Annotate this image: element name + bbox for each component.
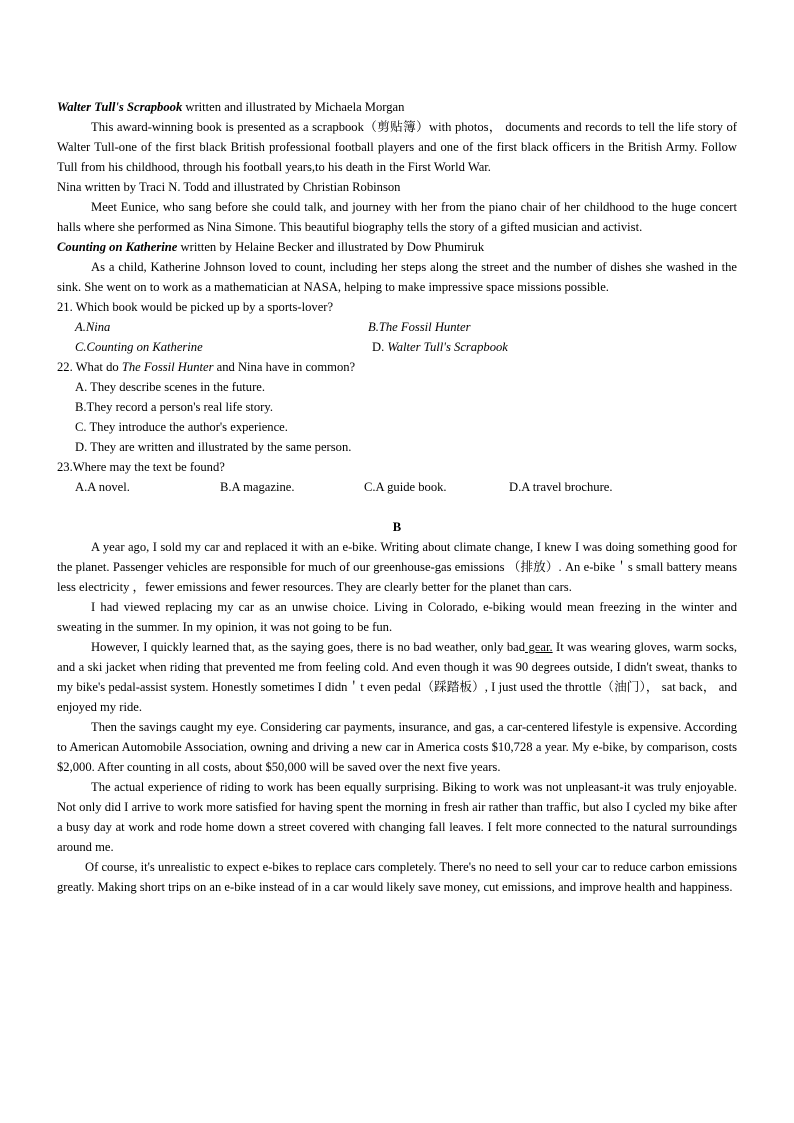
q22-stem (57, 357, 737, 377)
q22-stem-title: The Fossil Hunter (121, 360, 214, 374)
q21-options-row2 (57, 337, 737, 357)
q21-options-row1 (57, 317, 737, 337)
passage-b-paragraph-2: I had viewed replacing my car as an unwise choice. Living in Colorado, e-biking would mean freezing in the winter and sweating in the summer. In my opinion, it was not going to be fun. (57, 600, 737, 634)
q23-option-a: A.A novel. (75, 480, 130, 494)
q22-option-d: D. They are written and illustrated by the same person. (75, 440, 352, 454)
passage-b-paragraph-3 (57, 637, 737, 717)
passage-b-paragraph-4: Then the savings caught my eye. Considering car payments, insurance, and gas, a car-centered lifestyle is expensive. According to American Automobile Association, owning and driving a new car in America costs $10,728 a year. My e-bike, by comparison, costs $2,000. After counting in all costs, about $50,000 will be saved over the next five years. (57, 720, 737, 774)
underlined-word-gear: gear. (525, 640, 553, 654)
q23-stem: 23.Where may the text be found? (57, 460, 225, 474)
q21-option-a: A.Nina (75, 320, 111, 334)
q22-option-c: C. They introduce the author's experience. (75, 420, 288, 434)
book3-title: Counting on Katherine (57, 240, 178, 254)
q23-options (57, 477, 737, 497)
book1-heading (57, 97, 737, 117)
q21-option-d (372, 337, 508, 357)
document-page (57, 97, 737, 897)
q23-option-c: C.A guide book. (364, 480, 447, 494)
book1-description: This award-winning book is presented as a scrapbook（剪贴簿）with photos， documents and records to tell the life story of Walter Tull-one of the first black British professional football players and one of the first black officers in the British Army. Follow Tull from his childhood, through his football years,to his death in the First World War. (57, 120, 737, 174)
q23-option-d: D.A travel brochure. (509, 480, 613, 494)
book2-heading: Nina written by Traci N. Todd and illustrated by Christian Robinson (57, 180, 401, 194)
passage-b-paragraph-1: A year ago, I sold my car and replaced it with an e-bike. Writing about climate change, I knew I was doing something good for the planet. Passenger vehicles are responsible for much of our greenhouse-gas emissions （排放）. An e-bike＇s small battery means less electricity ，fewer emissions and fewer resources. They are clearly better for the planet than cars. (57, 540, 737, 594)
section-b-heading: B (392, 520, 402, 534)
passage-b-paragraph-6: Of course, it's unrealistic to expect e-bikes to replace cars completely. There's no need to sell your car to reduce carbon emissions greatly. Making short trips on an e-bike instead of in a car would likely save money, cut emissions, and improve health and happiness. (57, 860, 737, 894)
book3-byline: written by Helaine Becker and illustrated by Dow Phumiruk (177, 240, 485, 254)
q21-stem: 21. Which book would be picked up by a sports-lover? (57, 300, 334, 314)
q21-option-d-text: Walter Tull's Scrapbook (387, 340, 508, 354)
q21-option-d-prefix: D. (372, 340, 388, 354)
passage-b-paragraph-5: The actual experience of riding to work has been equally surprising. Biking to work was not unpleasant-it was truly enjoyable. Not only did I arrive to work more satisfied for having spent the morning in fresh air rather than traffic, but also I cycled my bike after a busy day at work and rode home down a street covered with changing fall leaves. I felt more connected to the natural surroundings around me. (57, 780, 737, 854)
book1-title: Walter Tull's Scrapbook (57, 100, 183, 114)
book2-description: Meet Eunice, who sang before she could talk, and journey with her from the piano chair of her childhood to the huge concert halls where she performed as Nina Simone. This beautiful biography tells the story of a gifted musician and activist. (57, 200, 737, 234)
q22-stem-prefix: 22. What do (57, 360, 122, 374)
q22-option-b: B.They record a person's real life story. (75, 400, 273, 414)
paragraph-3-before: However, I quickly learned that, as the saying goes, there is no bad weather, only bad (91, 640, 526, 654)
book3-heading (57, 237, 737, 257)
book1-byline: written and illustrated by Michaela Morgan (182, 100, 405, 114)
q22-option-a: A. They describe scenes in the future. (75, 380, 266, 394)
q21-option-b: B.The Fossil Hunter (368, 320, 471, 334)
book3-description: As a child, Katherine Johnson loved to count, including her steps along the street and the number of dishes she washed in the sink. She went on to work as a mathematician at NASA, helping to make impressive space missions possible. (57, 260, 737, 294)
q23-option-b: B.A magazine. (220, 480, 295, 494)
q21-option-c: C.Counting on Katherine (75, 340, 203, 354)
q22-stem-suffix: and Nina have in common? (213, 360, 356, 374)
paragraph-3-after: It was wearing gloves, warm socks, and a ski jacket when riding that prevented me from feeling cold. And even though it was 90 degrees outside, I didn't sweat, thanks to my bike's pedal-assist system. Honestly sometimes I didn＇t even pedal（踩踏板）, I just used the throttle（油门）， sat back， and enjoyed my ride. (57, 640, 737, 714)
